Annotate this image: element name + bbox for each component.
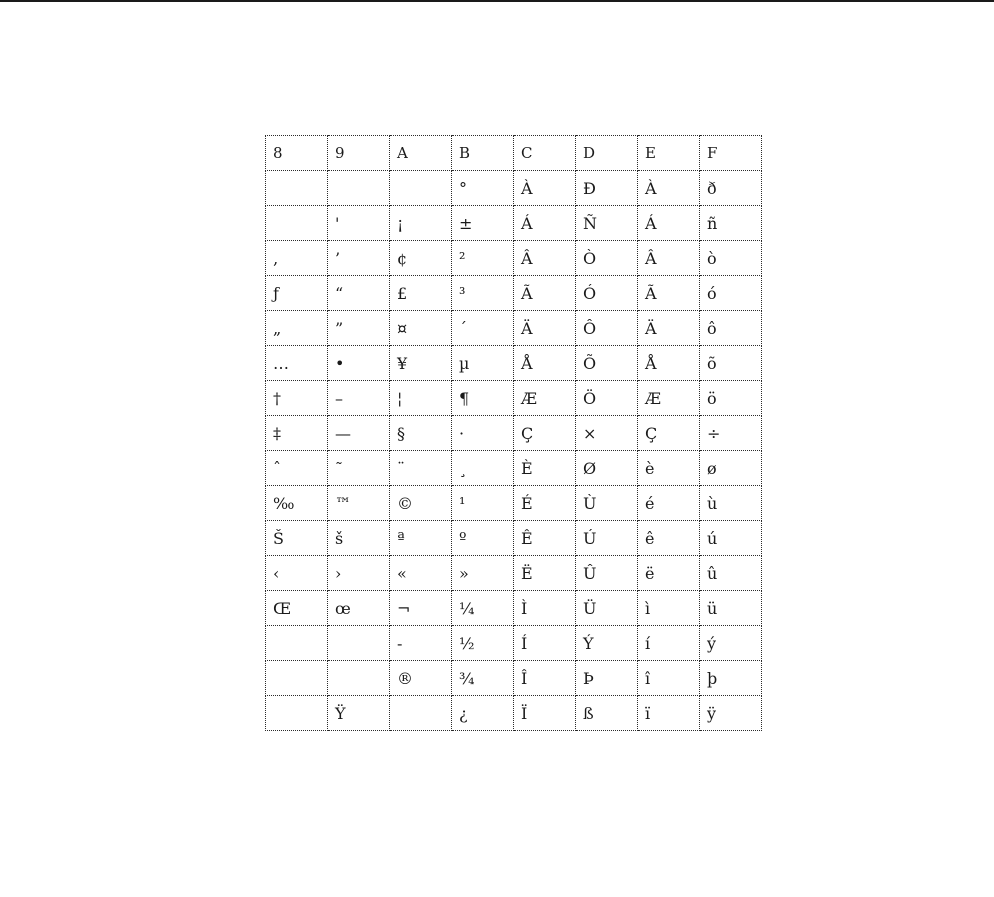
char-cell: Ç [514, 416, 576, 451]
char-cell: ¿ [452, 696, 514, 731]
top-border-line [0, 0, 994, 2]
char-cell: È [514, 451, 576, 486]
char-cell [328, 661, 390, 696]
char-cell: û [700, 556, 762, 591]
char-cell: ¦ [390, 381, 452, 416]
char-cell: Ú [576, 521, 638, 556]
table-row [266, 381, 762, 416]
table-row [266, 591, 762, 626]
char-cell: † [266, 381, 328, 416]
char-cell [266, 696, 328, 731]
char-cell: Æ [638, 381, 700, 416]
char-cell: ½ [452, 626, 514, 661]
char-cell: š [328, 521, 390, 556]
char-cell: ù [700, 486, 762, 521]
char-cell [266, 171, 328, 206]
char-cell: ˜ [328, 451, 390, 486]
char-cell: ó [700, 276, 762, 311]
char-cell: Ì [514, 591, 576, 626]
char-cell: À [514, 171, 576, 206]
char-cell: ý [700, 626, 762, 661]
char-cell: À [638, 171, 700, 206]
char-cell: ² [452, 241, 514, 276]
char-cell: › [328, 556, 390, 591]
char-cell: ¹ [452, 486, 514, 521]
char-cell: « [390, 556, 452, 591]
char-cell: ¬ [390, 591, 452, 626]
char-cell: ß [576, 696, 638, 731]
char-cell: ¸ [452, 451, 514, 486]
column-header: E [638, 136, 700, 171]
table-row [266, 206, 762, 241]
table-body [266, 136, 762, 731]
char-cell: ‰ [266, 486, 328, 521]
table-row [266, 311, 762, 346]
char-cell: Î [514, 661, 576, 696]
char-cell: • [328, 346, 390, 381]
char-cell: „ [266, 311, 328, 346]
char-cell: × [576, 416, 638, 451]
char-cell: ò [700, 241, 762, 276]
char-cell: ' [328, 206, 390, 241]
char-cell: ì [638, 591, 700, 626]
char-cell: è [638, 451, 700, 486]
char-cell: ¨ [390, 451, 452, 486]
char-cell: © [390, 486, 452, 521]
char-cell: ü [700, 591, 762, 626]
char-cell: î [638, 661, 700, 696]
char-cell: É [514, 486, 576, 521]
table-row [266, 486, 762, 521]
char-cell: £ [390, 276, 452, 311]
char-cell: “ [328, 276, 390, 311]
char-cell [266, 626, 328, 661]
char-cell: Ð [576, 171, 638, 206]
char-cell: ˆ [266, 451, 328, 486]
char-cell: ª [390, 521, 452, 556]
char-cell: ‹ [266, 556, 328, 591]
char-cell: Ä [638, 311, 700, 346]
column-header: F [700, 136, 762, 171]
char-cell: ® [390, 661, 452, 696]
char-cell: ¤ [390, 311, 452, 346]
char-cell: ï [638, 696, 700, 731]
char-cell: Å [514, 346, 576, 381]
char-cell: Ñ [576, 206, 638, 241]
char-cell: ¾ [452, 661, 514, 696]
char-cell: Ô [576, 311, 638, 346]
char-cell: ê [638, 521, 700, 556]
char-cell: ¢ [390, 241, 452, 276]
char-cell: - [390, 626, 452, 661]
char-cell: Ç [638, 416, 700, 451]
char-cell: ú [700, 521, 762, 556]
char-cell: Ë [514, 556, 576, 591]
table-row [266, 276, 762, 311]
char-cell: Æ [514, 381, 576, 416]
char-cell: Ê [514, 521, 576, 556]
char-cell: é [638, 486, 700, 521]
table-row [266, 171, 762, 206]
header-row [266, 136, 762, 171]
char-cell: ÷ [700, 416, 762, 451]
table-row [266, 696, 762, 731]
char-cell: – [328, 381, 390, 416]
char-cell [390, 696, 452, 731]
char-cell: Ÿ [328, 696, 390, 731]
table-row [266, 661, 762, 696]
char-cell: Í [514, 626, 576, 661]
column-header: 8 [266, 136, 328, 171]
char-cell: ´ [452, 311, 514, 346]
char-cell: … [266, 346, 328, 381]
char-cell: ë [638, 556, 700, 591]
char-cell [328, 626, 390, 661]
column-header: A [390, 136, 452, 171]
char-cell: Ø [576, 451, 638, 486]
char-cell: ¡ [390, 206, 452, 241]
table-row [266, 556, 762, 591]
char-cell: Ã [514, 276, 576, 311]
char-cell: ¶ [452, 381, 514, 416]
char-cell: º [452, 521, 514, 556]
char-cell: ö [700, 381, 762, 416]
column-header: C [514, 136, 576, 171]
char-cell: Ï [514, 696, 576, 731]
char-cell: œ [328, 591, 390, 626]
char-cell: µ [452, 346, 514, 381]
column-header: D [576, 136, 638, 171]
char-cell: Ó [576, 276, 638, 311]
char-cell [266, 206, 328, 241]
char-cell [390, 171, 452, 206]
char-cell: · [452, 416, 514, 451]
char-cell: ð [700, 171, 762, 206]
char-cell: ƒ [266, 276, 328, 311]
char-cell: þ [700, 661, 762, 696]
column-header: B [452, 136, 514, 171]
char-cell: ± [452, 206, 514, 241]
char-cell: Ü [576, 591, 638, 626]
char-cell: ³ [452, 276, 514, 311]
character-code-table [265, 135, 762, 731]
char-cell: Á [514, 206, 576, 241]
table-row [266, 346, 762, 381]
char-cell [266, 661, 328, 696]
table-row [266, 241, 762, 276]
char-cell: ø [700, 451, 762, 486]
char-cell: õ [700, 346, 762, 381]
char-cell: Û [576, 556, 638, 591]
char-cell: ô [700, 311, 762, 346]
char-cell: — [328, 416, 390, 451]
char-cell: Œ [266, 591, 328, 626]
char-cell: ‚ [266, 241, 328, 276]
char-cell: ¥ [390, 346, 452, 381]
char-cell: ” [328, 311, 390, 346]
table-row [266, 521, 762, 556]
char-cell: ™ [328, 486, 390, 521]
char-cell: Á [638, 206, 700, 241]
char-cell: § [390, 416, 452, 451]
char-cell: Ý [576, 626, 638, 661]
table-row [266, 416, 762, 451]
table-row [266, 451, 762, 486]
char-cell: ‡ [266, 416, 328, 451]
char-cell: Þ [576, 661, 638, 696]
char-cell: » [452, 556, 514, 591]
char-cell: Ä [514, 311, 576, 346]
char-cell: í [638, 626, 700, 661]
char-cell: Ù [576, 486, 638, 521]
char-cell: Š [266, 521, 328, 556]
char-cell: Õ [576, 346, 638, 381]
char-cell: Â [514, 241, 576, 276]
char-cell: ¼ [452, 591, 514, 626]
char-cell: Ö [576, 381, 638, 416]
char-cell: Ò [576, 241, 638, 276]
char-cell: ÿ [700, 696, 762, 731]
char-cell: ° [452, 171, 514, 206]
table-row [266, 626, 762, 661]
char-cell: Â [638, 241, 700, 276]
char-cell: ’ [328, 241, 390, 276]
char-cell: Ã [638, 276, 700, 311]
column-header: 9 [328, 136, 390, 171]
char-cell: Å [638, 346, 700, 381]
char-cell: ñ [700, 206, 762, 241]
char-cell [328, 171, 390, 206]
